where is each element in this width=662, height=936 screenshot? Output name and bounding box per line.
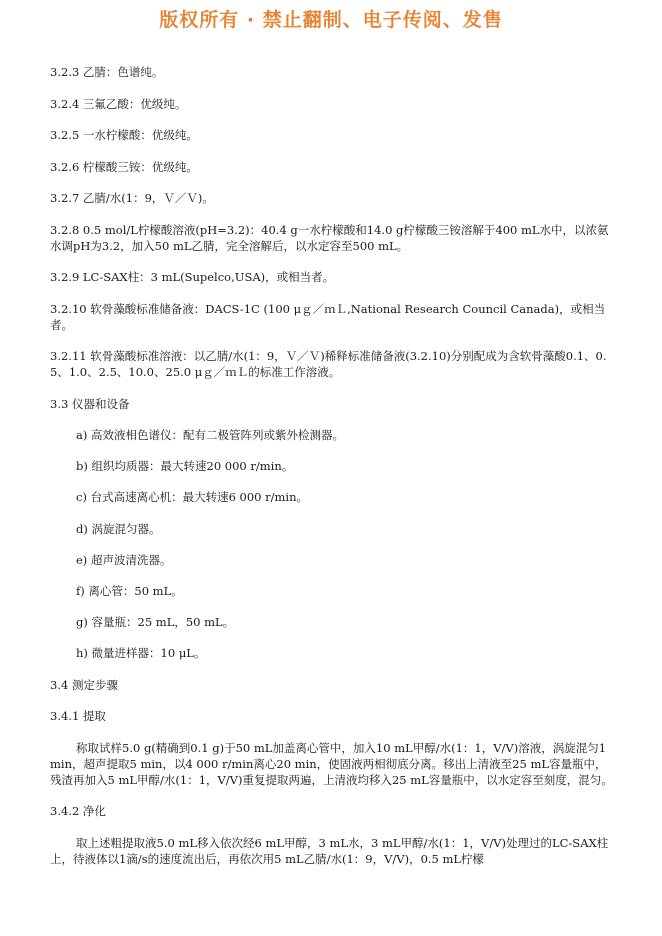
subsection-heading: 3.4.1 提取: [50, 709, 106, 723]
equipment-item: f) 离心管：50 mL。: [76, 583, 183, 598]
section-heading: 3.3 仪器和设备: [50, 396, 130, 411]
reagent-item: 3.2.10 软骨藻酸标准储备液：DACS-1C (100 μｇ／ｍＬ,National Research Council Canada)，或相当者。: [50, 301, 606, 332]
equipment-item: e) 超声波清洗器。: [76, 552, 172, 567]
reagent-item: 3.2.3 乙腈：色谱纯。: [50, 65, 164, 79]
equipment-item: g) 容量瓶：25 mL，50 mL。: [76, 615, 235, 630]
equipment-item: a) 高效液相色谱仪：配有二极管阵列或紫外检测器。: [76, 428, 344, 442]
equipment-item: h) 微量进样器：10 μL。: [76, 646, 206, 661]
subsection-heading: 3.4.2 净化: [50, 804, 106, 818]
equipment-item: b) 组织均质器：最大转速20 000 r/min。: [76, 459, 294, 474]
equipment-item: c) 台式高速离心机：最大转速6 000 r/min。: [76, 490, 309, 505]
reagent-item: 3.2.4 三氟乙酸：优级纯。: [50, 96, 187, 111]
section-heading: 3.4 测定步骤: [50, 677, 118, 692]
cleanup-paragraph: 取上述粗提取液5.0 mL移入依次经6 mL甲醇，3 mL水，3 mL甲醇/水(1：1，V/V)处理过的LC-SAX柱上，待液体以1滴/s的速度流出后，再依次用5 mL乙腈/水(1：9，V/V)，0.5 mL柠檬: [50, 835, 609, 866]
copyright-watermark: 版权所有 · 禁止翻制、电子传阅、发售: [159, 9, 503, 31]
reagent-item: 3.2.7 乙腈/水(1：9，Ｖ／Ｖ)。: [50, 191, 214, 205]
reagent-item: 3.2.5 一水柠檬酸：优级纯。: [50, 128, 198, 142]
reagent-item: 3.2.11 软骨藻酸标准溶液：以乙腈/水(1：9，Ｖ／Ｖ)稀释标准储备液(3.2.10)分别配成为含软骨藻酸0.1、0.5、1.0、2.5、10.0、25.0 μｇ／ｍＬ的标准工作溶液。: [50, 349, 607, 379]
reagent-item: 3.2.6 柠檬酸三铵：优级纯。: [50, 159, 198, 174]
equipment-item: d) 涡旋混匀器。: [76, 521, 161, 536]
extraction-paragraph: 称取试样5.0 g(精确到0.1 g)于50 mL加盖离心管中，加入10 mL甲醇/水(1：1，V/V)溶液，涡旋混匀1 min，超声提取5 min，以4 000 r/min离心20 min，使固液两相彻底分离。移出上清液至25 mL容量瓶中，残渣再加入5 mL甲醇/水(1：1，V/V)重复提取两遍，上清液均移入25 mL容量瓶中，以水定容至刻度，混匀。: [50, 740, 613, 787]
equipment-list: [50, 427, 615, 661]
document-body: [50, 64, 615, 882]
reagent-item: 3.2.9 LC-SAX柱：3 mL(Supelco,USA)，或相当者。: [50, 270, 335, 284]
reagent-item: 3.2.8 0.5 mol/L柠檬酸溶液(pH=3.2)：40.4 g一水柠檬酸和14.0 g柠檬酸三铵溶解于400 mL水中，以浓氨水调pH为3.2，加入50 mL乙腈，完全溶解后，以水定容至500 mL。: [50, 222, 609, 253]
